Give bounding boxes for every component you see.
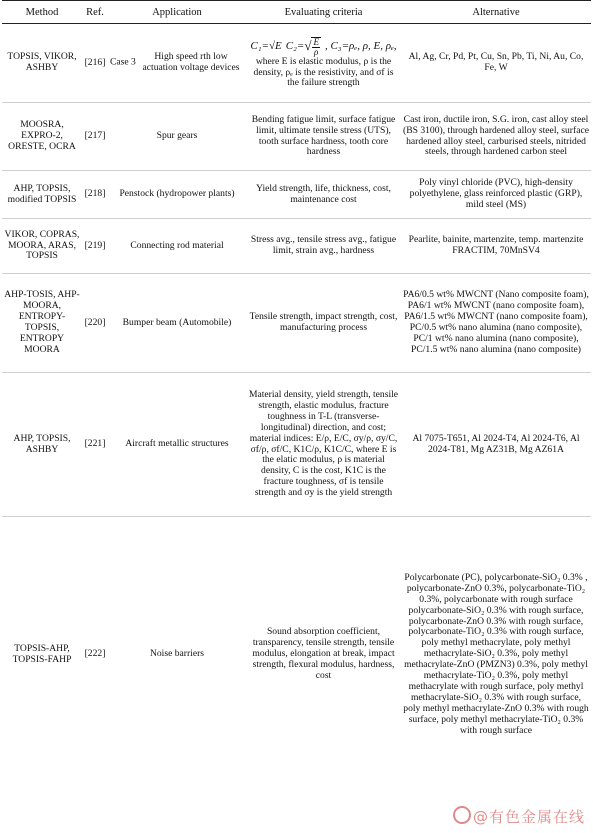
cell-ref: [218] bbox=[82, 171, 108, 219]
watermark: @有色金属在线 bbox=[453, 806, 585, 827]
cell-application: Aircraft metallic structures bbox=[108, 373, 246, 517]
cell-alternative: Al, Ag, Cr, Pd, Pt, Cu, Sn, Pb, Ti, Ni, Au, Co, Fe, W bbox=[401, 24, 591, 103]
cell-method: AHP-TOSIS, AHP-MOORA, ENTROPY-TOPSIS, ENTROPY MOORA bbox=[2, 274, 82, 373]
cell-method: AHP, TOPSIS, ASHBY bbox=[2, 373, 82, 517]
cell-application: Noise barriers bbox=[149, 648, 205, 660]
application-text: High speed rth low actuation voltage devices bbox=[142, 51, 240, 73]
formula-c1: C₁=√E bbox=[250, 40, 282, 53]
cell-method: TOPSIS-AHP, TOPSIS-FAHP bbox=[12, 642, 72, 665]
cell-alternative: Al 7075-T651, Al 2024-T4, Al 2024-T6, Al 2024-T81, Mg AZ31B, Mg AZ61A bbox=[401, 373, 591, 517]
cell-ref: [220] bbox=[82, 274, 108, 373]
cell-application: Bumper beam (Automobile) bbox=[108, 274, 246, 373]
header-application: Application bbox=[108, 1, 246, 24]
table-row bbox=[2, 103, 591, 171]
header-alternative: Alternative bbox=[401, 1, 591, 24]
cell-method: VIKOR, COPRAS, MOORA, ARAS, TOPSIS bbox=[2, 219, 82, 274]
formula-c2: C₂= √ $\frac{E}{\rho}$ bbox=[285, 36, 319, 57]
cell-alternative: PA6/0.5 wt% MWCNT (Nano composite foam), PA6/1 wt% MWCNT (nano composite foam), PA6/1.5 wt% MWCNT (nano composite foam), PC/0.5 wt% nano alumina (nano composite), PC/1 wt% nano alumina (nano composite), PC/1.5 wt% nano alumina (nano composite) bbox=[401, 274, 591, 373]
cell-alternative: Poly vinyl chloride (PVC), high-density polyethylene, glass reinforced plastic (GRP), mild steel (MS) bbox=[401, 171, 591, 219]
criteria-text: where E is elastic modulus, ρ is the density, ρₑ is the resistivity, and σf is the failure strength bbox=[253, 55, 394, 89]
cell-application: Connecting rod material bbox=[108, 219, 246, 274]
cell-ref: [221] bbox=[82, 373, 108, 517]
cell-ref: [216] bbox=[82, 24, 108, 103]
table-row bbox=[2, 171, 591, 219]
cell-criteria: Tensile strength, impact strength, cost, manufacturing process bbox=[246, 274, 401, 373]
formula-c3: , C₃=ρₑ, ρ, E, ρₑ, bbox=[324, 40, 397, 53]
cell-ref: [219] bbox=[82, 219, 108, 274]
criteria-formula bbox=[248, 37, 399, 57]
header-method: Method bbox=[2, 1, 82, 24]
cell-ref: [222] bbox=[84, 648, 106, 660]
table-row bbox=[2, 274, 591, 373]
case-label: Case 3 bbox=[110, 56, 136, 68]
table-row bbox=[2, 373, 591, 517]
cell-criteria bbox=[246, 24, 401, 103]
cell-criteria: Material density, yield strength, tensile strength, elastic modulus, fracture toughness in T-L (transverse-longitudinal) direction, and cost; material indices: E/ρ, E/C, σy/ρ, σy/C, σf/ρ, σf/C, K1C/ρ, K1C/C, where E is the elatic modulus, ρ is material density, C is the cost, K1C is the fracture toughness, σf is tensile strength and σy is the yield strength bbox=[246, 373, 401, 517]
cell-alternative: Cast iron, ductile iron, S.G. iron, cast alloy steel (BS 3100), through hardened alloy steel, surface hardened alloy steel, carburised steels, nitrided steels, through hardened carbon steel bbox=[401, 103, 591, 171]
header-criteria: Evaluating criteria bbox=[246, 1, 401, 24]
cell-alternative: Polycarbonate (PC), polycarbonate-SiO₂ 0.3% , polycarbonate-ZnO 0.3%, polycarbonate-TiO₂ 0.3%, polycarbonate with rough surface polycarbonate-SiO₂ 0.3% with rough surface, polycarbonate-ZnO 0.3% with rough surface, polycarbonate-TiO₂ 0.3% with rough surface, poly methyl methacrylate, poly methyl methacrylate-SiO₂ 0.3%, poly methyl methacrylate-ZnO (PMZN3) 0.3%, poly methyl methacrylate-TiO₂ 0.3%, poly methyl methacrylate with rough surface, poly methyl methacrylate-SiO₂ 0.3% with rough surface, poly methyl methacrylate-ZnO 0.3% with rough surface, poly methyl methacrylate-TiO₂ 0.3% with rough surface bbox=[403, 571, 589, 736]
cell-method: AHP, TOPSIS, modified TOPSIS bbox=[2, 171, 82, 219]
materials-selection-table bbox=[2, 0, 591, 793]
cell-criteria: Sound absorption coefficient, transparency, tensile strength, tensile modulus, elongation at break, impact strength, flexural modulus, hardness, cost bbox=[252, 626, 395, 682]
header-row bbox=[2, 1, 591, 24]
watermark-logo-icon bbox=[453, 806, 471, 824]
cell-application bbox=[108, 24, 246, 103]
cell-application: Spur gears bbox=[108, 103, 246, 171]
cell-criteria: Bending fatigue limit, surface fatigue limit, ultimate tensile stress (UTS), tooth surface hardness, tooth core hardness bbox=[246, 103, 401, 171]
cell-alternative: Pearlite, bainite, martenzite, temp. martenzite FRACTIM, 70MnSV4 bbox=[401, 219, 591, 274]
table-row bbox=[2, 517, 591, 793]
header-ref: Ref. bbox=[82, 1, 108, 24]
cell-criteria: Stress avg., tensile stress avg., fatigue limit, strain avg., hardness bbox=[246, 219, 401, 274]
cell-method: TOPSIS, VIKOR, ASHBY bbox=[2, 24, 82, 103]
cell-method: MOOSRA, EXPRO-2, ORESTE, OCRA bbox=[2, 103, 82, 171]
cell-application: Penstock (hydropower plants) bbox=[108, 171, 246, 219]
table-row bbox=[2, 24, 591, 103]
cell-ref: [217] bbox=[82, 103, 108, 171]
cell-criteria: Yield strength, life, thickness, cost, maintenance cost bbox=[246, 171, 401, 219]
table-row bbox=[2, 219, 591, 274]
